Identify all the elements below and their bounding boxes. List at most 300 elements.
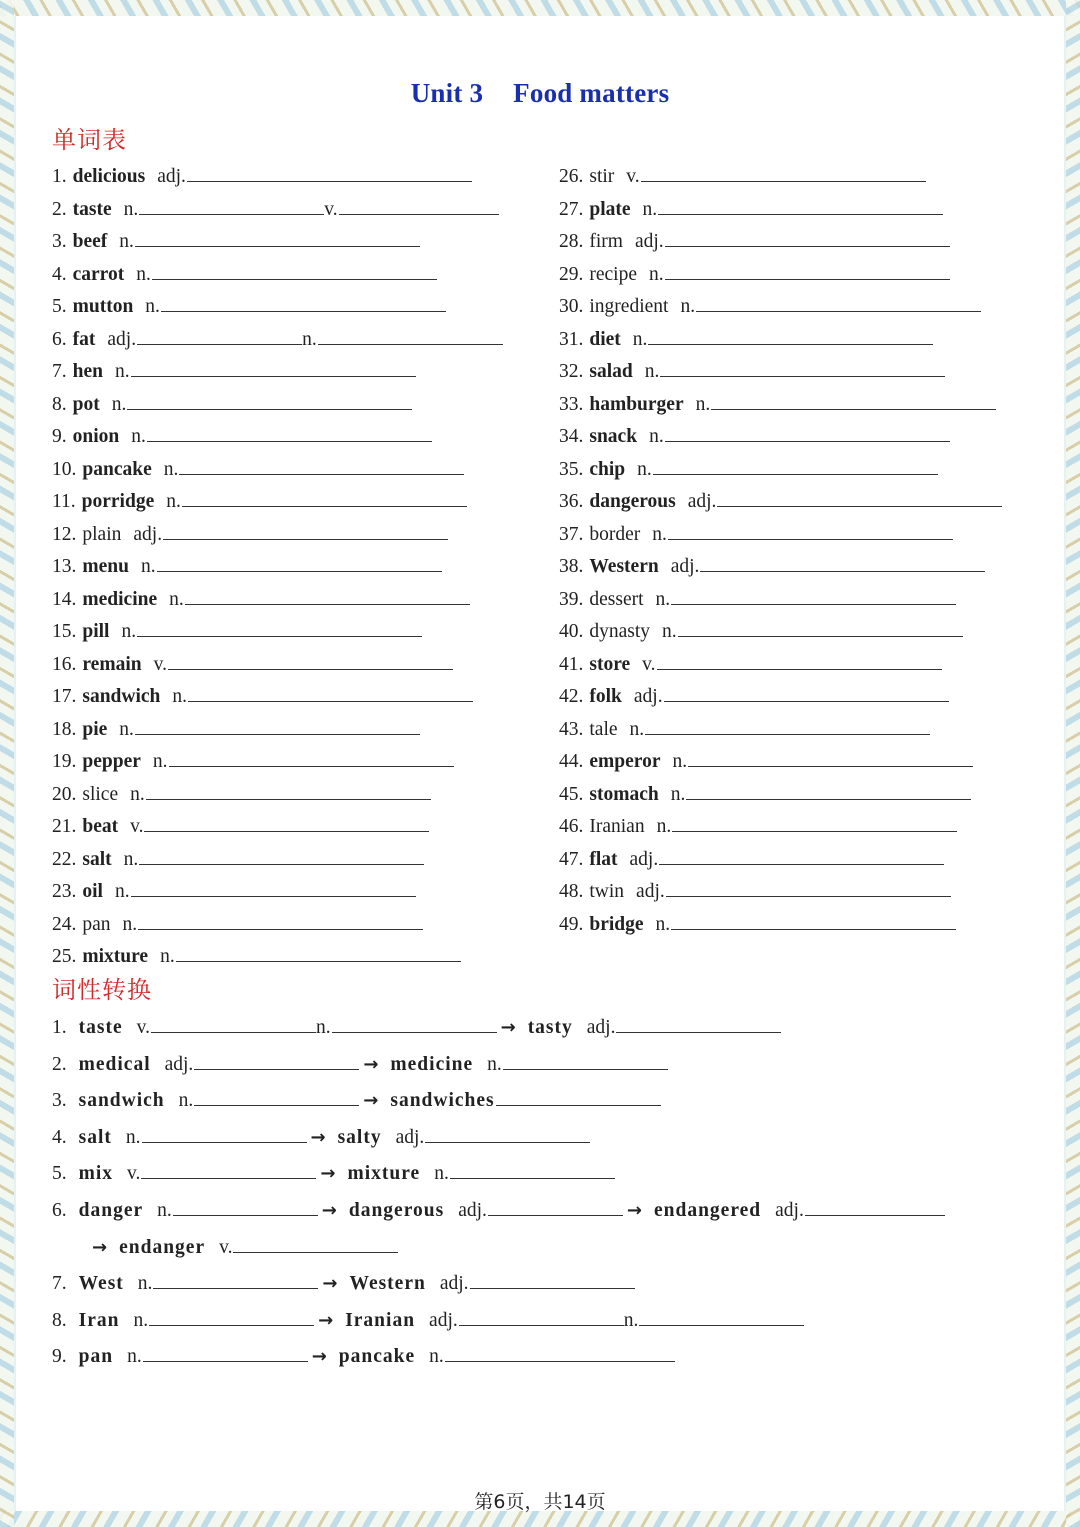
answer-blank[interactable] — [163, 519, 448, 540]
item-number: 1. — [52, 166, 67, 187]
part-of-speech: n. — [680, 296, 696, 317]
vocab-word: flat — [589, 848, 618, 870]
vocab-word: pepper — [82, 751, 141, 772]
vocab-row — [52, 584, 532, 617]
answer-blank[interactable] — [450, 1158, 615, 1179]
item-number: 46. — [559, 816, 584, 837]
answer-blank[interactable] — [168, 649, 453, 670]
vocab-row — [52, 519, 532, 552]
vocab-row — [52, 714, 532, 747]
item-number: 5. — [52, 1163, 67, 1185]
item-number: 22. — [52, 848, 77, 870]
item-number: 8. — [52, 1309, 67, 1331]
vocab-row — [52, 324, 532, 357]
part-of-speech: adj. — [164, 1053, 194, 1075]
answer-blank[interactable] — [678, 616, 963, 637]
answer-blank[interactable] — [318, 324, 503, 345]
vocab-row — [52, 389, 532, 422]
vocab-row — [559, 519, 1039, 552]
conversion-row — [52, 1157, 1052, 1194]
answer-blank[interactable] — [144, 811, 429, 832]
conversion-row — [52, 1011, 1052, 1048]
decorative-border-right — [1066, 0, 1080, 1527]
item-number: 33. — [559, 393, 584, 415]
part-of-speech: v. — [136, 1017, 150, 1038]
part-of-speech: n. — [487, 1053, 502, 1075]
answer-blank[interactable] — [147, 421, 432, 442]
answer-blank[interactable] — [671, 584, 956, 605]
answer-blank[interactable] — [131, 356, 416, 377]
vocab-row — [52, 421, 532, 454]
vocab-word: beat — [82, 816, 119, 837]
answer-blank[interactable] — [182, 486, 467, 507]
item-number: 12. — [52, 523, 77, 545]
item-number: 10. — [52, 458, 77, 480]
item-number: 36. — [559, 491, 584, 512]
decorative-border-top — [0, 0, 1080, 16]
item-number: 37. — [559, 523, 584, 545]
vocab-row — [559, 454, 1039, 487]
answer-blank[interactable] — [459, 1305, 624, 1326]
source-word: Iran — [78, 1309, 120, 1331]
answer-blank[interactable] — [686, 779, 971, 800]
answer-blank[interactable] — [672, 811, 957, 832]
vocab-word: mixture — [82, 946, 149, 967]
vocab-row — [52, 616, 532, 649]
answer-blank[interactable] — [142, 1122, 307, 1143]
answer-blank[interactable] — [135, 714, 420, 735]
vocab-word: stomach — [589, 783, 659, 805]
part-of-speech: n. — [695, 393, 711, 415]
vocab-word: firm — [589, 231, 623, 252]
item-number: 32. — [559, 361, 584, 382]
item-number: 35. — [559, 458, 584, 480]
part-of-speech: n. — [127, 1346, 142, 1368]
decorative-border-left — [0, 0, 14, 1527]
item-number: 13. — [52, 556, 77, 577]
part-of-speech: n. — [137, 1273, 153, 1295]
vocab-word: store — [589, 653, 631, 675]
answer-blank[interactable] — [137, 324, 302, 345]
item-number: 9. — [52, 1346, 67, 1368]
part-of-speech: n. — [315, 1017, 331, 1038]
part-of-speech: adj. — [458, 1199, 487, 1221]
part-of-speech: v. — [626, 166, 640, 187]
arrow-icon: → — [322, 1273, 338, 1295]
part-of-speech: adj. — [107, 328, 137, 350]
item-number: 39. — [559, 588, 584, 610]
source-word: tasty — [527, 1017, 573, 1038]
vocab-word: chip — [589, 458, 626, 480]
vocab-word: tale — [589, 718, 618, 740]
item-number: 41. — [559, 653, 584, 675]
answer-blank[interactable] — [143, 1341, 308, 1362]
vocab-row — [52, 649, 532, 682]
answer-blank[interactable] — [151, 1012, 316, 1033]
item-number: 26. — [559, 166, 584, 187]
vocab-word: pan — [82, 913, 111, 935]
source-word: medical — [78, 1053, 151, 1075]
source-word: Iranian — [345, 1309, 416, 1331]
answer-blank[interactable] — [139, 844, 424, 865]
vocab-row — [52, 356, 532, 389]
answer-blank[interactable] — [139, 194, 324, 215]
part-of-speech: n. — [632, 328, 648, 350]
part-of-speech: n. — [169, 588, 184, 610]
conversion-row — [52, 1267, 1052, 1304]
item-number: 49. — [559, 913, 584, 935]
item-number: 21. — [52, 816, 77, 837]
vocab-list-right — [559, 161, 1039, 941]
part-of-speech: n. — [130, 783, 145, 805]
answer-blank[interactable] — [488, 1195, 623, 1216]
item-number: 28. — [559, 231, 584, 252]
vocab-row — [559, 551, 1039, 584]
vocab-word: delicious — [72, 166, 146, 187]
answer-blank[interactable] — [138, 909, 423, 930]
answer-blank[interactable] — [805, 1195, 945, 1216]
answer-blank[interactable] — [146, 779, 431, 800]
answer-blank[interactable] — [233, 1232, 398, 1253]
item-number: 1. — [52, 1017, 67, 1038]
part-of-speech: v. — [324, 198, 338, 220]
item-number: 2. — [52, 1053, 67, 1075]
answer-blank[interactable] — [470, 1268, 635, 1289]
part-of-speech: n. — [114, 881, 130, 902]
answer-blank[interactable] — [664, 681, 949, 702]
item-number: 3. — [52, 231, 67, 252]
answer-blank[interactable] — [653, 454, 938, 475]
answer-blank[interactable] — [152, 259, 437, 280]
vocab-word: Iranian — [589, 816, 645, 837]
vocab-word: dynasty — [589, 621, 651, 642]
part-of-speech: n. — [178, 1090, 194, 1112]
part-of-speech: n. — [429, 1346, 444, 1368]
item-number: 24. — [52, 913, 77, 935]
answer-blank[interactable] — [194, 1049, 359, 1070]
part-of-speech: n. — [637, 458, 652, 480]
item-number: 17. — [52, 686, 77, 707]
answer-blank[interactable] — [445, 1341, 675, 1362]
item-number: 4. — [52, 263, 67, 285]
vocab-row — [52, 811, 532, 844]
answer-blank[interactable] — [665, 421, 950, 442]
answer-blank[interactable] — [425, 1122, 590, 1143]
answer-blank[interactable] — [127, 389, 412, 410]
answer-blank[interactable] — [668, 519, 953, 540]
part-of-speech: v. — [219, 1236, 233, 1258]
vocab-row — [559, 876, 1039, 909]
vocab-row — [52, 226, 532, 259]
page-number: 第6页，共14页 — [474, 1491, 606, 1513]
answer-blank[interactable] — [185, 584, 470, 605]
item-number: 14. — [52, 588, 77, 610]
part-of-speech: n. — [114, 361, 130, 382]
vocab-word: remain — [82, 653, 142, 675]
part-of-speech: adj. — [687, 491, 717, 512]
part-of-speech: v. — [130, 816, 144, 837]
answer-blank[interactable] — [157, 551, 442, 572]
item-number: 42. — [559, 686, 584, 707]
answer-blank[interactable] — [666, 876, 951, 897]
conversion-row — [52, 1048, 1052, 1085]
item-number: 38. — [559, 556, 584, 577]
vocab-word: mutton — [72, 296, 134, 317]
part-of-speech: n. — [649, 263, 664, 285]
source-word: West — [78, 1273, 124, 1295]
vocab-word: stir — [589, 166, 615, 187]
answer-blank[interactable] — [176, 941, 461, 962]
vocab-word: hamburger — [589, 393, 684, 415]
source-word: taste — [78, 1017, 123, 1038]
source-word: dangerous — [348, 1199, 445, 1221]
vocab-row — [52, 454, 532, 487]
answer-blank[interactable] — [639, 1305, 804, 1326]
answer-blank[interactable] — [169, 746, 454, 767]
part-of-speech: n. — [642, 198, 658, 220]
answer-blank[interactable] — [339, 194, 499, 215]
source-word: endanger — [119, 1236, 206, 1258]
part-of-speech: adj. — [634, 231, 664, 252]
conversion-row — [52, 1194, 1052, 1231]
part-of-speech: n. — [629, 718, 645, 740]
answer-blank[interactable] — [137, 616, 422, 637]
item-number: 4. — [52, 1126, 67, 1148]
answer-blank[interactable] — [161, 291, 446, 312]
item-number: 16. — [52, 653, 77, 675]
source-word: mixture — [347, 1163, 421, 1185]
answer-blank[interactable] — [153, 1268, 318, 1289]
vocab-word: twin — [589, 881, 625, 902]
answer-blank[interactable] — [671, 909, 956, 930]
answer-blank[interactable] — [616, 1012, 781, 1033]
conversion-row — [52, 1231, 1052, 1268]
vocab-word: ingredient — [589, 296, 669, 317]
item-number: 18. — [52, 718, 77, 740]
vocab-row — [52, 291, 532, 324]
conversion-row — [52, 1121, 1052, 1158]
vocab-word: taste — [72, 198, 112, 220]
part-of-speech: n. — [302, 328, 317, 350]
item-number: 29. — [559, 263, 584, 285]
item-number: 7. — [52, 361, 67, 382]
vocab-word: medicine — [82, 588, 158, 610]
item-number: 30. — [559, 296, 584, 317]
part-of-speech: adj. — [633, 686, 663, 707]
conversion-list — [52, 1011, 1052, 1377]
item-number: 6. — [52, 328, 67, 350]
item-number: 11. — [52, 491, 76, 512]
source-word: danger — [78, 1199, 144, 1221]
vocab-row — [559, 486, 1039, 519]
vocab-word: slice — [82, 783, 119, 805]
arrow-icon: → — [626, 1199, 642, 1221]
vocab-row — [52, 259, 532, 292]
answer-blank[interactable] — [194, 1085, 359, 1106]
source-word: pan — [78, 1346, 114, 1368]
answer-blank[interactable] — [135, 226, 420, 247]
answer-blank[interactable] — [645, 714, 930, 735]
answer-blank[interactable] — [660, 356, 945, 377]
vocab-word: fat — [72, 328, 96, 350]
answer-blank[interactable] — [188, 681, 473, 702]
part-of-speech: n. — [152, 751, 168, 772]
vocab-word: sandwich — [82, 686, 161, 707]
vocab-word: porridge — [81, 491, 155, 512]
item-number: 25. — [52, 946, 77, 967]
source-word: medicine — [390, 1053, 474, 1075]
answer-blank[interactable] — [173, 1195, 318, 1216]
vocab-row — [52, 909, 532, 942]
part-of-speech: n. — [434, 1163, 449, 1185]
conversion-row — [52, 1340, 1052, 1377]
answer-blank[interactable] — [503, 1049, 668, 1070]
source-word: pancake — [338, 1346, 416, 1368]
vocab-row — [52, 876, 532, 909]
title-topic: Food matters — [513, 78, 670, 108]
vocab-word: beef — [72, 231, 108, 252]
answer-blank[interactable] — [149, 1305, 314, 1326]
answer-blank[interactable] — [711, 389, 996, 410]
answer-blank[interactable] — [141, 1158, 316, 1179]
arrow-icon: → — [311, 1346, 327, 1368]
answer-blank[interactable] — [659, 844, 944, 865]
vocab-word: salt — [82, 848, 112, 870]
vocab-word: bridge — [589, 913, 644, 935]
vocab-word: border — [589, 523, 641, 545]
answer-blank[interactable] — [187, 161, 472, 182]
item-number: 34. — [559, 426, 584, 447]
source-word: sandwiches — [390, 1090, 495, 1112]
answer-blank[interactable] — [332, 1012, 497, 1033]
part-of-speech: n. — [136, 263, 151, 285]
item-number: 43. — [559, 718, 584, 740]
part-of-speech: v. — [642, 653, 656, 675]
part-of-speech: n. — [133, 1309, 149, 1331]
vocab-word: pill — [82, 621, 110, 642]
arrow-icon: → — [500, 1017, 516, 1038]
vocab-row — [559, 226, 1039, 259]
part-of-speech: adj. — [629, 848, 659, 870]
arrow-icon: → — [363, 1053, 379, 1075]
part-of-speech: v. — [153, 653, 167, 675]
part-of-speech: adj. — [157, 166, 186, 187]
part-of-speech: n. — [131, 426, 146, 447]
item-number: 7. — [52, 1273, 67, 1295]
part-of-speech: n. — [655, 588, 671, 610]
vocab-word: pancake — [82, 458, 152, 480]
part-of-speech: adj. — [133, 523, 163, 545]
vocab-row — [52, 844, 532, 877]
answer-blank[interactable] — [700, 551, 985, 572]
vocab-word: plain — [82, 523, 122, 545]
answer-blank[interactable] — [657, 649, 942, 670]
answer-blank[interactable] — [131, 876, 416, 897]
vocab-word: Western — [589, 556, 659, 577]
vocab-word: snack — [589, 426, 638, 447]
part-of-speech: adj. — [636, 881, 665, 902]
vocab-row — [559, 389, 1039, 422]
vocab-row — [559, 649, 1039, 682]
item-number: 40. — [559, 621, 584, 642]
part-of-speech: n. — [145, 296, 160, 317]
vocab-word: pot — [72, 393, 100, 415]
answer-blank[interactable] — [658, 194, 943, 215]
vocab-word: emperor — [589, 751, 661, 772]
source-word: salt — [78, 1126, 112, 1148]
vocab-word: oil — [82, 881, 103, 902]
part-of-speech: v. — [127, 1163, 141, 1185]
answer-blank[interactable] — [496, 1085, 661, 1106]
vocab-row — [559, 194, 1039, 227]
vocab-word: diet — [589, 328, 621, 350]
item-number: 2. — [52, 198, 67, 220]
part-of-speech: n. — [644, 361, 660, 382]
vocab-row — [52, 194, 532, 227]
part-of-speech: n. — [122, 913, 138, 935]
arrow-icon: → — [318, 1309, 334, 1331]
part-of-speech: adj. — [395, 1126, 425, 1148]
vocab-word: dangerous — [589, 491, 676, 512]
part-of-speech: n. — [672, 751, 688, 772]
vocab-row — [559, 421, 1039, 454]
item-number: 9. — [52, 426, 67, 447]
arrow-icon: → — [92, 1236, 108, 1258]
item-number: 15. — [52, 621, 77, 642]
item-number: 47. — [559, 848, 584, 870]
vocab-row — [52, 941, 532, 974]
part-of-speech: n. — [125, 1126, 141, 1148]
part-of-speech: adj. — [586, 1017, 616, 1038]
answer-blank[interactable] — [641, 161, 926, 182]
answer-blank[interactable] — [696, 291, 981, 312]
vocab-word: onion — [72, 426, 120, 447]
arrow-icon: → — [310, 1126, 326, 1148]
vocab-row — [559, 746, 1039, 779]
conversion-row — [52, 1084, 1052, 1121]
vocab-word: pie — [82, 718, 108, 740]
answer-blank[interactable] — [648, 324, 933, 345]
part-of-speech: n. — [123, 848, 139, 870]
answer-blank[interactable] — [665, 226, 950, 247]
vocab-row — [559, 161, 1039, 194]
vocab-row — [559, 584, 1039, 617]
arrow-icon: → — [320, 1163, 336, 1185]
part-of-speech: n. — [119, 718, 134, 740]
part-of-speech: adj. — [439, 1273, 469, 1295]
part-of-speech: adj. — [670, 556, 700, 577]
answer-blank[interactable] — [688, 746, 973, 767]
vocab-row — [52, 681, 532, 714]
page-title — [0, 78, 1080, 109]
vocab-word: salad — [589, 361, 633, 382]
item-number: 23. — [52, 881, 77, 902]
part-of-speech: n. — [123, 198, 139, 220]
source-word: endangered — [653, 1199, 762, 1221]
vocab-row — [559, 616, 1039, 649]
part-of-speech: n. — [623, 1309, 639, 1331]
answer-blank[interactable] — [179, 454, 464, 475]
part-of-speech: n. — [662, 621, 677, 642]
answer-blank[interactable] — [717, 486, 1002, 507]
vocab-row — [52, 746, 532, 779]
arrow-icon: → — [321, 1199, 337, 1221]
answer-blank[interactable] — [665, 259, 950, 280]
source-word: salty — [337, 1126, 382, 1148]
vocab-word: menu — [82, 556, 129, 577]
vocab-word: hen — [72, 361, 103, 382]
part-of-speech: n. — [157, 1199, 172, 1221]
